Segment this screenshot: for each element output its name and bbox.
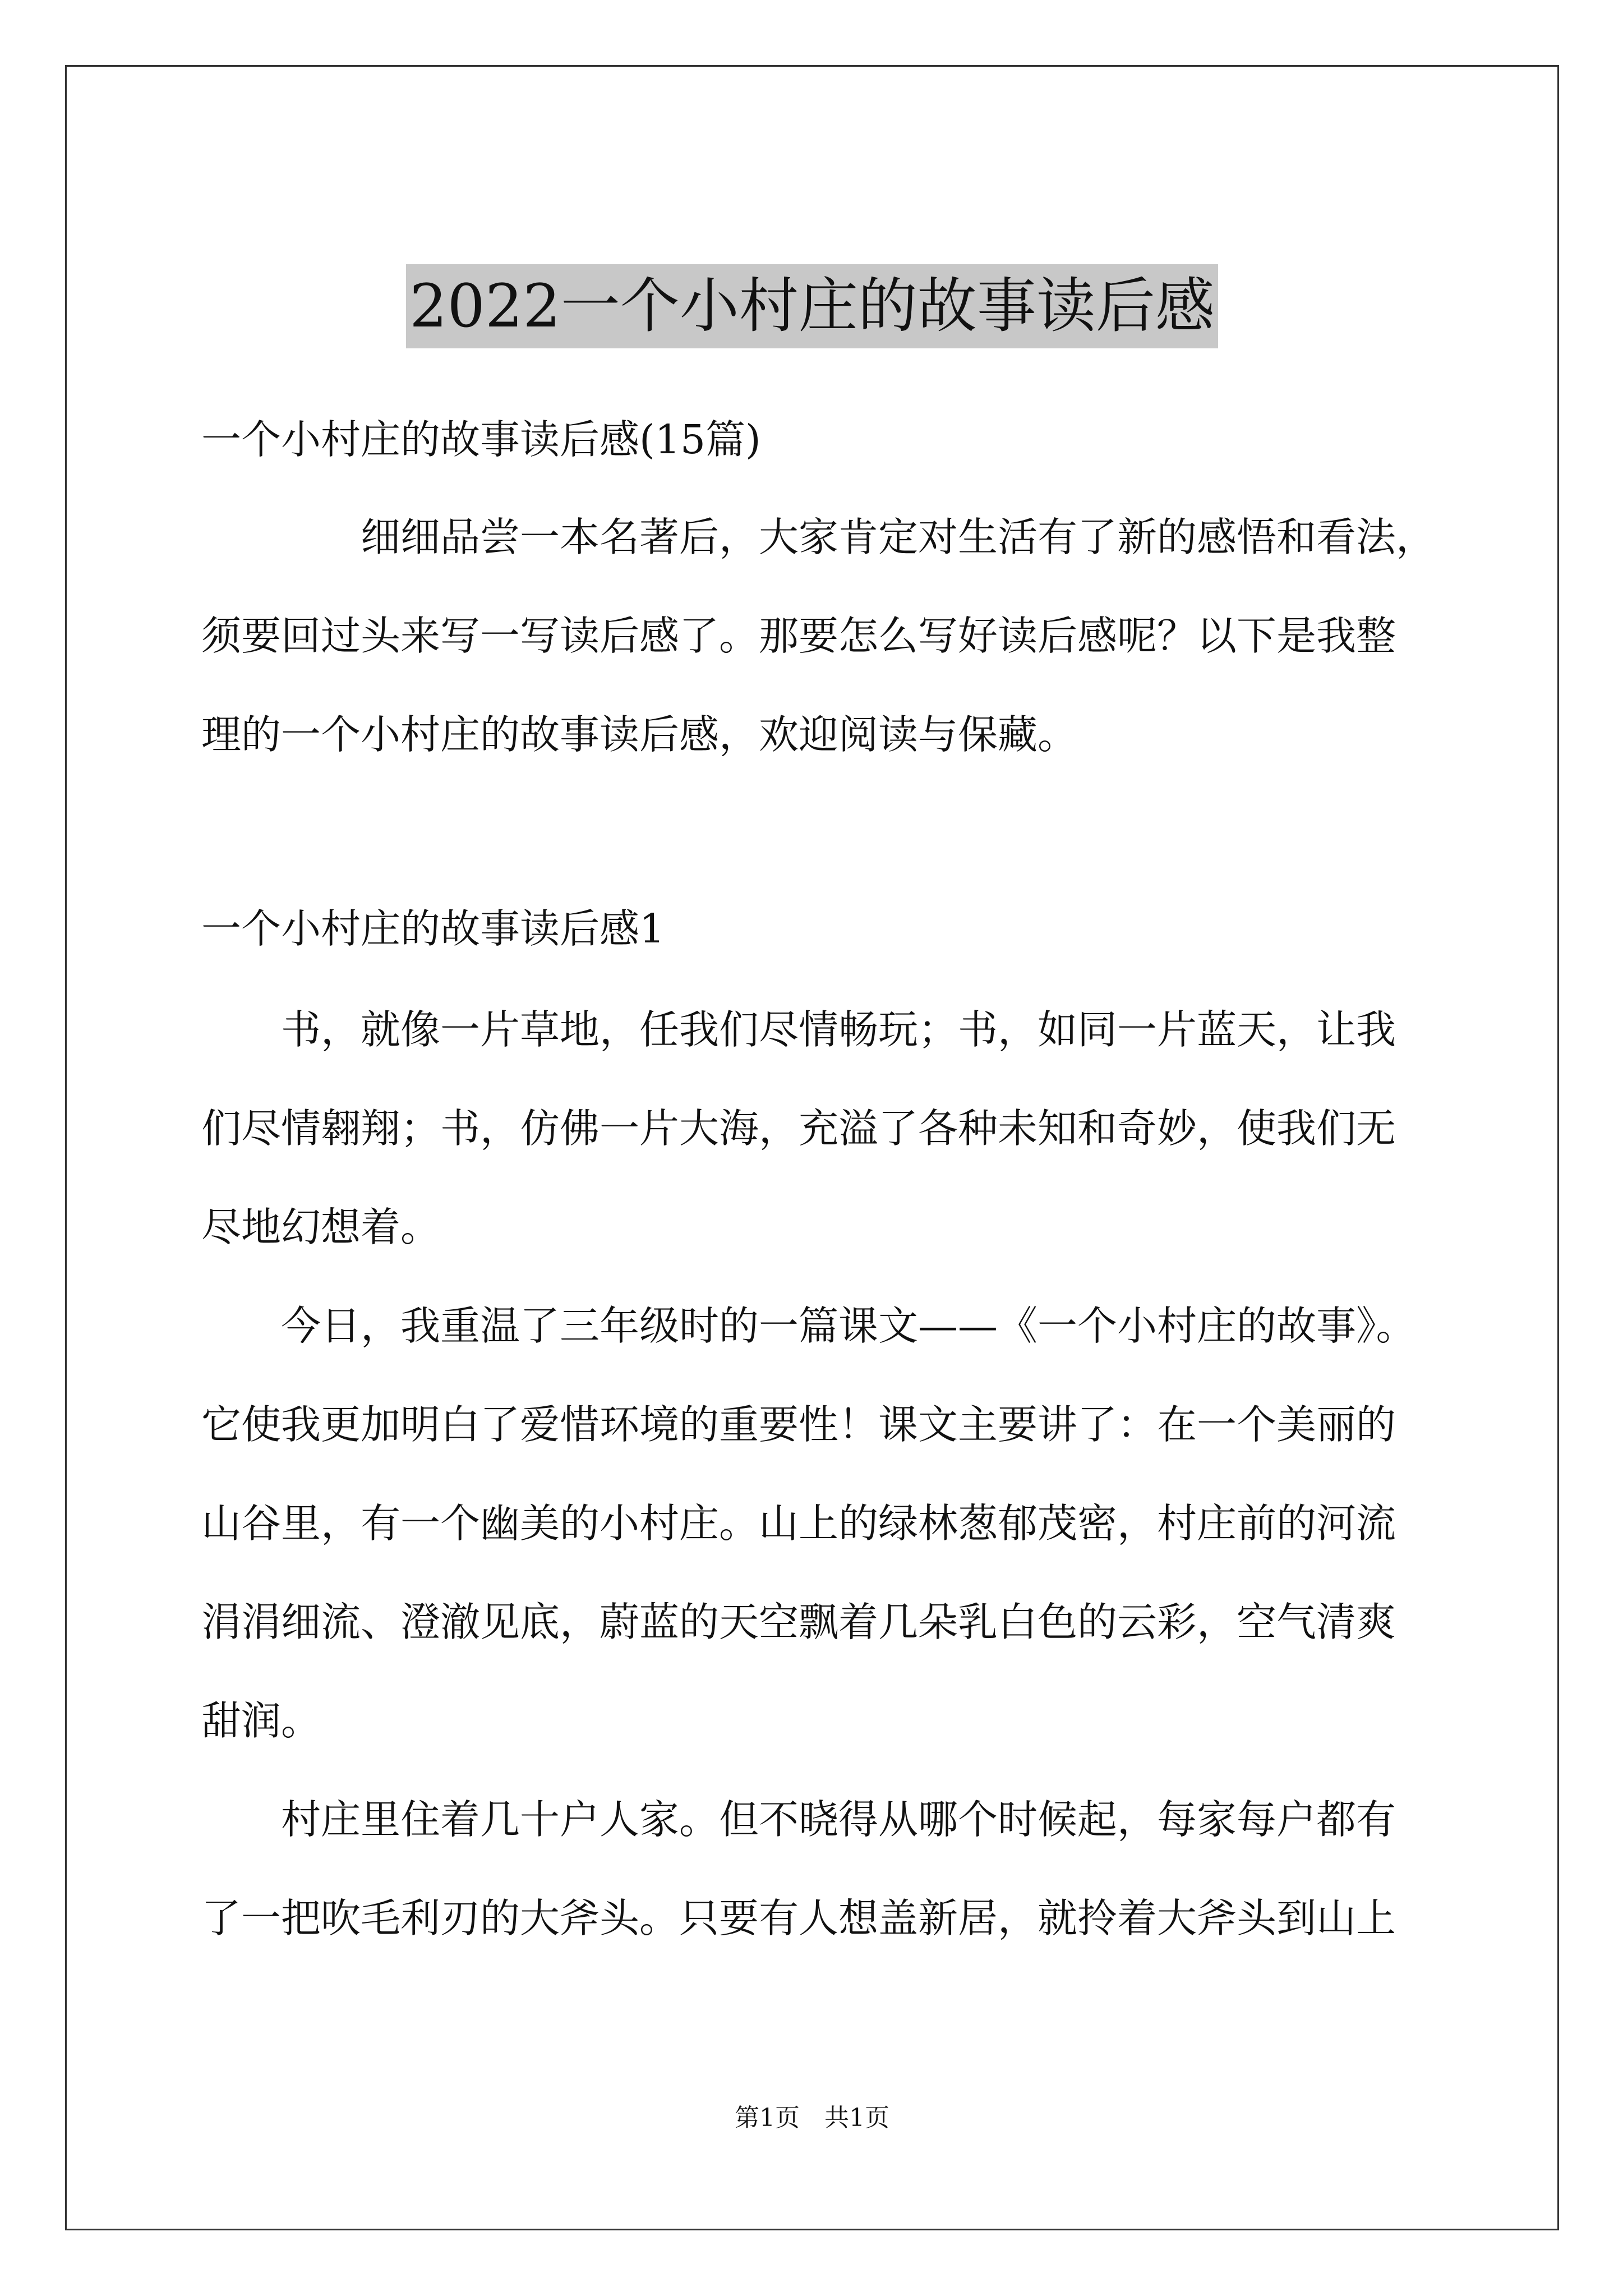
paragraph-line: 甜润。 (201, 1697, 321, 1744)
page-footer: 第1页 共1页 (735, 2104, 889, 2132)
title-container (67, 264, 1557, 348)
paragraph-line: 了一把吹毛利刃的大斧头。只要有人想盖新居，就拎着大斧头到山上 (201, 1895, 1396, 1941)
paragraph-line: 山谷里，有一个幽美的小村庄。山上的绿林葱郁茂密，村庄前的河流 (201, 1500, 1396, 1547)
paragraph-line: 今日，我重温了三年级时的一篇课文——《一个小村庄的故事》。 (281, 1303, 1416, 1349)
paragraph-line: 们尽情翱翔；书，仿佛一片大海，充溢了各种未知和奇妙，使我们无 (201, 1105, 1396, 1152)
document-title: 2022一个小村庄的故事读后感 (406, 264, 1218, 348)
document-page (65, 65, 1559, 2230)
section-heading: 一个小村庄的故事读后感1 (201, 905, 665, 952)
intro-line: 细细品尝一本名著后，大家肯定对生活有了新的感悟和看法， (361, 514, 1436, 560)
document-subtitle: 一个小村庄的故事读后感(15篇) (201, 416, 761, 463)
paragraph-line: 涓涓细流、澄澈见底，蔚蓝的天空飘着几朵乳白色的云彩，空气清爽 (201, 1599, 1396, 1645)
paragraph-line: 尽地幻想着。 (201, 1204, 441, 1250)
intro-line: 理的一个小村庄的故事读后感，欢迎阅读与保藏。 (201, 711, 1078, 758)
paragraph-line: 它使我更加明白了爱惜环境的重要性！课文主要讲了：在一个美丽的 (201, 1401, 1396, 1448)
paragraph-line: 书，就像一片草地，任我们尽情畅玩；书，如同一片蓝天，让我 (281, 1006, 1396, 1053)
paragraph-line: 村庄里住着几十户人家。但不晓得从哪个时候起，每家每户都有 (281, 1796, 1396, 1843)
intro-line: 须要回过头来写一写读后感了。那要怎么写好读后感呢？以下是我整 (201, 613, 1396, 659)
